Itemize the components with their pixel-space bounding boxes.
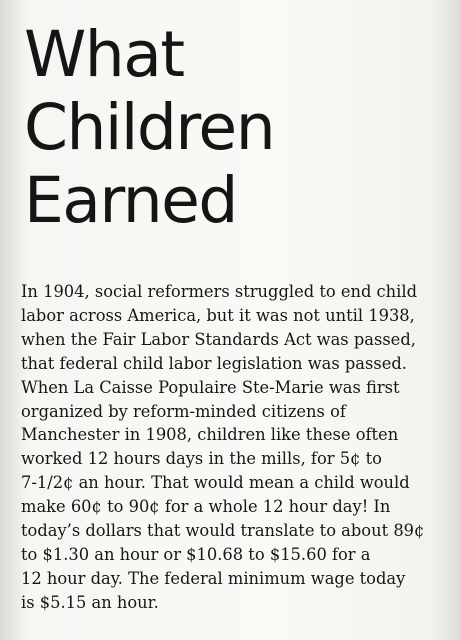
body-line: When La Caisse Populaire Ste-Marie was first <box>21 377 400 397</box>
title-line: Earned <box>24 164 237 237</box>
body-line: make 60¢ to 90¢ for a whole 12 hour day! In <box>21 497 391 517</box>
body-line: that federal child labor legislation was passed. <box>21 353 407 373</box>
body-line: when the Fair Labor Standards Act was passed, <box>21 329 416 349</box>
body-line: is $5.15 an hour. <box>21 592 159 612</box>
body-paragraph <box>21 280 451 615</box>
body-line: worked 12 hours days in the mills, for 5¢ to <box>21 449 382 469</box>
page-title <box>24 18 274 237</box>
body-line: Manchester in 1908, children like these often <box>21 425 399 445</box>
body-line: today’s dollars that would translate to about 89¢ <box>21 521 425 541</box>
title-line: Children <box>24 91 275 164</box>
body-line: In 1904, social reformers struggled to end child <box>21 282 417 301</box>
body-line: labor across America, but it was not until 1938, <box>21 305 415 325</box>
title-line: What <box>24 18 184 91</box>
body-line: 12 hour day. The federal minimum wage today <box>21 568 406 588</box>
body-line: organized by reform-minded citizens of <box>21 401 346 421</box>
body-line: 7-1/2¢ an hour. That would mean a child would <box>21 473 410 493</box>
body-line: to $1.30 an hour or $10.68 to $15.60 for a <box>21 544 371 564</box>
